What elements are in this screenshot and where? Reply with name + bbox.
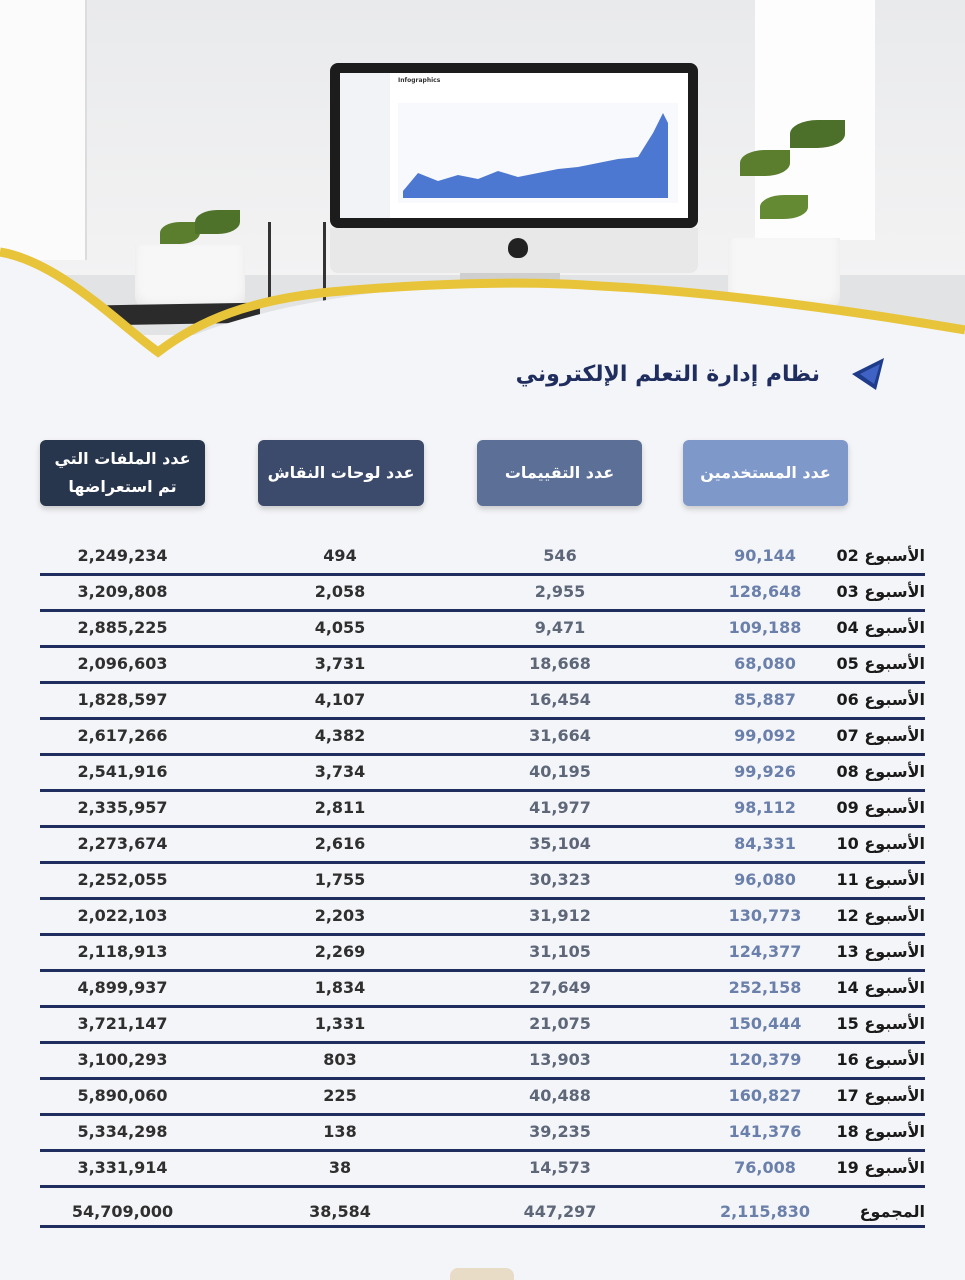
- page-title: نظام إدارة التعلم الإلكتروني: [515, 362, 820, 387]
- boards-count: 138: [323, 1122, 357, 1141]
- files-count: 2,096,603: [77, 654, 168, 673]
- table-row: [40, 1008, 925, 1044]
- evaluations-count: 35,104: [529, 834, 591, 853]
- users-count: 90,144: [734, 546, 796, 565]
- title-row: [515, 350, 890, 400]
- files-count: 5,890,060: [77, 1086, 168, 1105]
- boards-count: 3,731: [314, 654, 366, 673]
- stats-table: [40, 540, 925, 1228]
- evaluations-count: 27,649: [529, 978, 591, 997]
- table-row: [40, 828, 925, 864]
- evaluations-count: 9,471: [534, 618, 586, 637]
- table-row: [40, 720, 925, 756]
- users-count: 128,648: [728, 582, 802, 601]
- week-label: الأسبوع 02: [836, 546, 925, 565]
- total-users: 2,115,830: [719, 1202, 811, 1221]
- table-row: [40, 648, 925, 684]
- files-count: 3,209,808: [77, 582, 168, 601]
- week-label: الأسبوع 05: [836, 654, 925, 673]
- users-count: 130,773: [728, 906, 802, 925]
- header-files-viewed: عدد الملفات التي تم استعراضها: [40, 440, 205, 506]
- files-count: 3,721,147: [77, 1014, 168, 1033]
- files-count: 3,100,293: [77, 1050, 168, 1069]
- header-users: عدد المستخدمين: [683, 440, 848, 506]
- boards-count: 2,203: [314, 906, 366, 925]
- week-label: الأسبوع 03: [836, 582, 925, 601]
- table-row: [40, 1044, 925, 1080]
- evaluations-count: 31,912: [529, 906, 591, 925]
- table-row: [40, 1116, 925, 1152]
- users-count: 99,092: [734, 726, 796, 745]
- evaluations-count: 21,075: [529, 1014, 591, 1033]
- week-label: الأسبوع 07: [836, 726, 925, 745]
- evaluations-count: 546: [543, 546, 577, 565]
- files-count: 2,335,957: [77, 798, 168, 817]
- files-count: 1,828,597: [77, 690, 168, 709]
- files-count: 2,118,913: [77, 942, 168, 961]
- users-count: 76,008: [734, 1158, 796, 1177]
- table-row: [40, 792, 925, 828]
- week-label: الأسبوع 09: [836, 798, 925, 817]
- week-label: الأسبوع 04: [836, 618, 925, 637]
- files-count: 2,273,674: [77, 834, 168, 853]
- week-label: الأسبوع 13: [836, 942, 925, 961]
- header-discussion-boards: عدد لوحات النقاش: [258, 440, 424, 506]
- boards-count: 2,269: [314, 942, 366, 961]
- table-row: [40, 864, 925, 900]
- files-count: 2,617,266: [77, 726, 168, 745]
- users-count: 96,080: [734, 870, 796, 889]
- evaluations-count: 31,664: [529, 726, 591, 745]
- week-label: الأسبوع 19: [836, 1158, 925, 1177]
- week-label: الأسبوع 14: [836, 978, 925, 997]
- boards-count: 1,331: [314, 1014, 366, 1033]
- users-count: 141,376: [728, 1122, 802, 1141]
- total-boards: 38,584: [309, 1202, 371, 1221]
- boards-count: 1,755: [314, 870, 366, 889]
- boards-count: 1,834: [314, 978, 366, 997]
- users-count: 68,080: [734, 654, 796, 673]
- header-evaluations: عدد التقييمات: [477, 440, 642, 506]
- files-count: 2,252,055: [77, 870, 168, 889]
- boards-count: 494: [323, 546, 357, 565]
- boards-count: 4,055: [314, 618, 366, 637]
- evaluations-count: 40,488: [529, 1086, 591, 1105]
- week-label: الأسبوع 18: [836, 1122, 925, 1141]
- table-row: [40, 684, 925, 720]
- table-row: [40, 972, 925, 1008]
- files-count: 2,022,103: [77, 906, 168, 925]
- week-label: الأسبوع 15: [836, 1014, 925, 1033]
- evaluations-count: 18,668: [529, 654, 591, 673]
- boards-count: 4,382: [314, 726, 366, 745]
- total-evaluations: 447,297: [523, 1202, 597, 1221]
- evaluations-count: 30,323: [529, 870, 591, 889]
- week-label: الأسبوع 17: [836, 1086, 925, 1105]
- boards-count: 3,734: [314, 762, 366, 781]
- evaluations-count: 14,573: [529, 1158, 591, 1177]
- table-row: [40, 540, 925, 576]
- boards-count: 225: [323, 1086, 357, 1105]
- boards-count: 803: [323, 1050, 357, 1069]
- table-row: [40, 936, 925, 972]
- files-count: 5,334,298: [77, 1122, 168, 1141]
- table-row: [40, 756, 925, 792]
- week-label: الأسبوع 16: [836, 1050, 925, 1069]
- logo-icon: [846, 354, 890, 394]
- table-row: [40, 1080, 925, 1116]
- table-row: [40, 900, 925, 936]
- evaluations-count: 16,454: [529, 690, 591, 709]
- users-count: 109,188: [728, 618, 802, 637]
- evaluations-count: 39,235: [529, 1122, 591, 1141]
- evaluations-count: 13,903: [529, 1050, 591, 1069]
- evaluations-count: 40,195: [529, 762, 591, 781]
- evaluations-count: 31,105: [529, 942, 591, 961]
- table-row: [40, 576, 925, 612]
- evaluations-count: 2,955: [534, 582, 586, 601]
- users-count: 85,887: [734, 690, 796, 709]
- total-label: المجموع: [859, 1202, 925, 1221]
- bottom-decoration: [450, 1268, 514, 1280]
- table-row: [40, 1152, 925, 1188]
- files-count: 3,331,914: [77, 1158, 168, 1177]
- users-count: 120,379: [728, 1050, 802, 1069]
- evaluations-count: 41,977: [529, 798, 591, 817]
- users-count: 98,112: [734, 798, 796, 817]
- total-files: 54,709,000: [71, 1202, 174, 1221]
- files-count: 4,899,937: [77, 978, 168, 997]
- files-count: 2,541,916: [77, 762, 168, 781]
- users-count: 99,926: [734, 762, 796, 781]
- boards-count: 2,058: [314, 582, 366, 601]
- screen-heading: Infographics: [398, 77, 441, 84]
- week-label: الأسبوع 06: [836, 690, 925, 709]
- files-count: 2,885,225: [77, 618, 168, 637]
- week-label: الأسبوع 10: [836, 834, 925, 853]
- total-row: [40, 1188, 925, 1228]
- boards-count: 38: [328, 1158, 352, 1177]
- week-label: الأسبوع 08: [836, 762, 925, 781]
- week-label: الأسبوع 11: [836, 870, 925, 889]
- users-count: 160,827: [728, 1086, 802, 1105]
- users-count: 150,444: [728, 1014, 802, 1033]
- table-row: [40, 612, 925, 648]
- boards-count: 2,811: [314, 798, 366, 817]
- week-label: الأسبوع 12: [836, 906, 925, 925]
- files-count: 2,249,234: [77, 546, 168, 565]
- users-count: 124,377: [728, 942, 802, 961]
- boards-count: 4,107: [314, 690, 366, 709]
- boards-count: 2,616: [314, 834, 366, 853]
- users-count: 252,158: [728, 978, 802, 997]
- users-count: 84,331: [734, 834, 796, 853]
